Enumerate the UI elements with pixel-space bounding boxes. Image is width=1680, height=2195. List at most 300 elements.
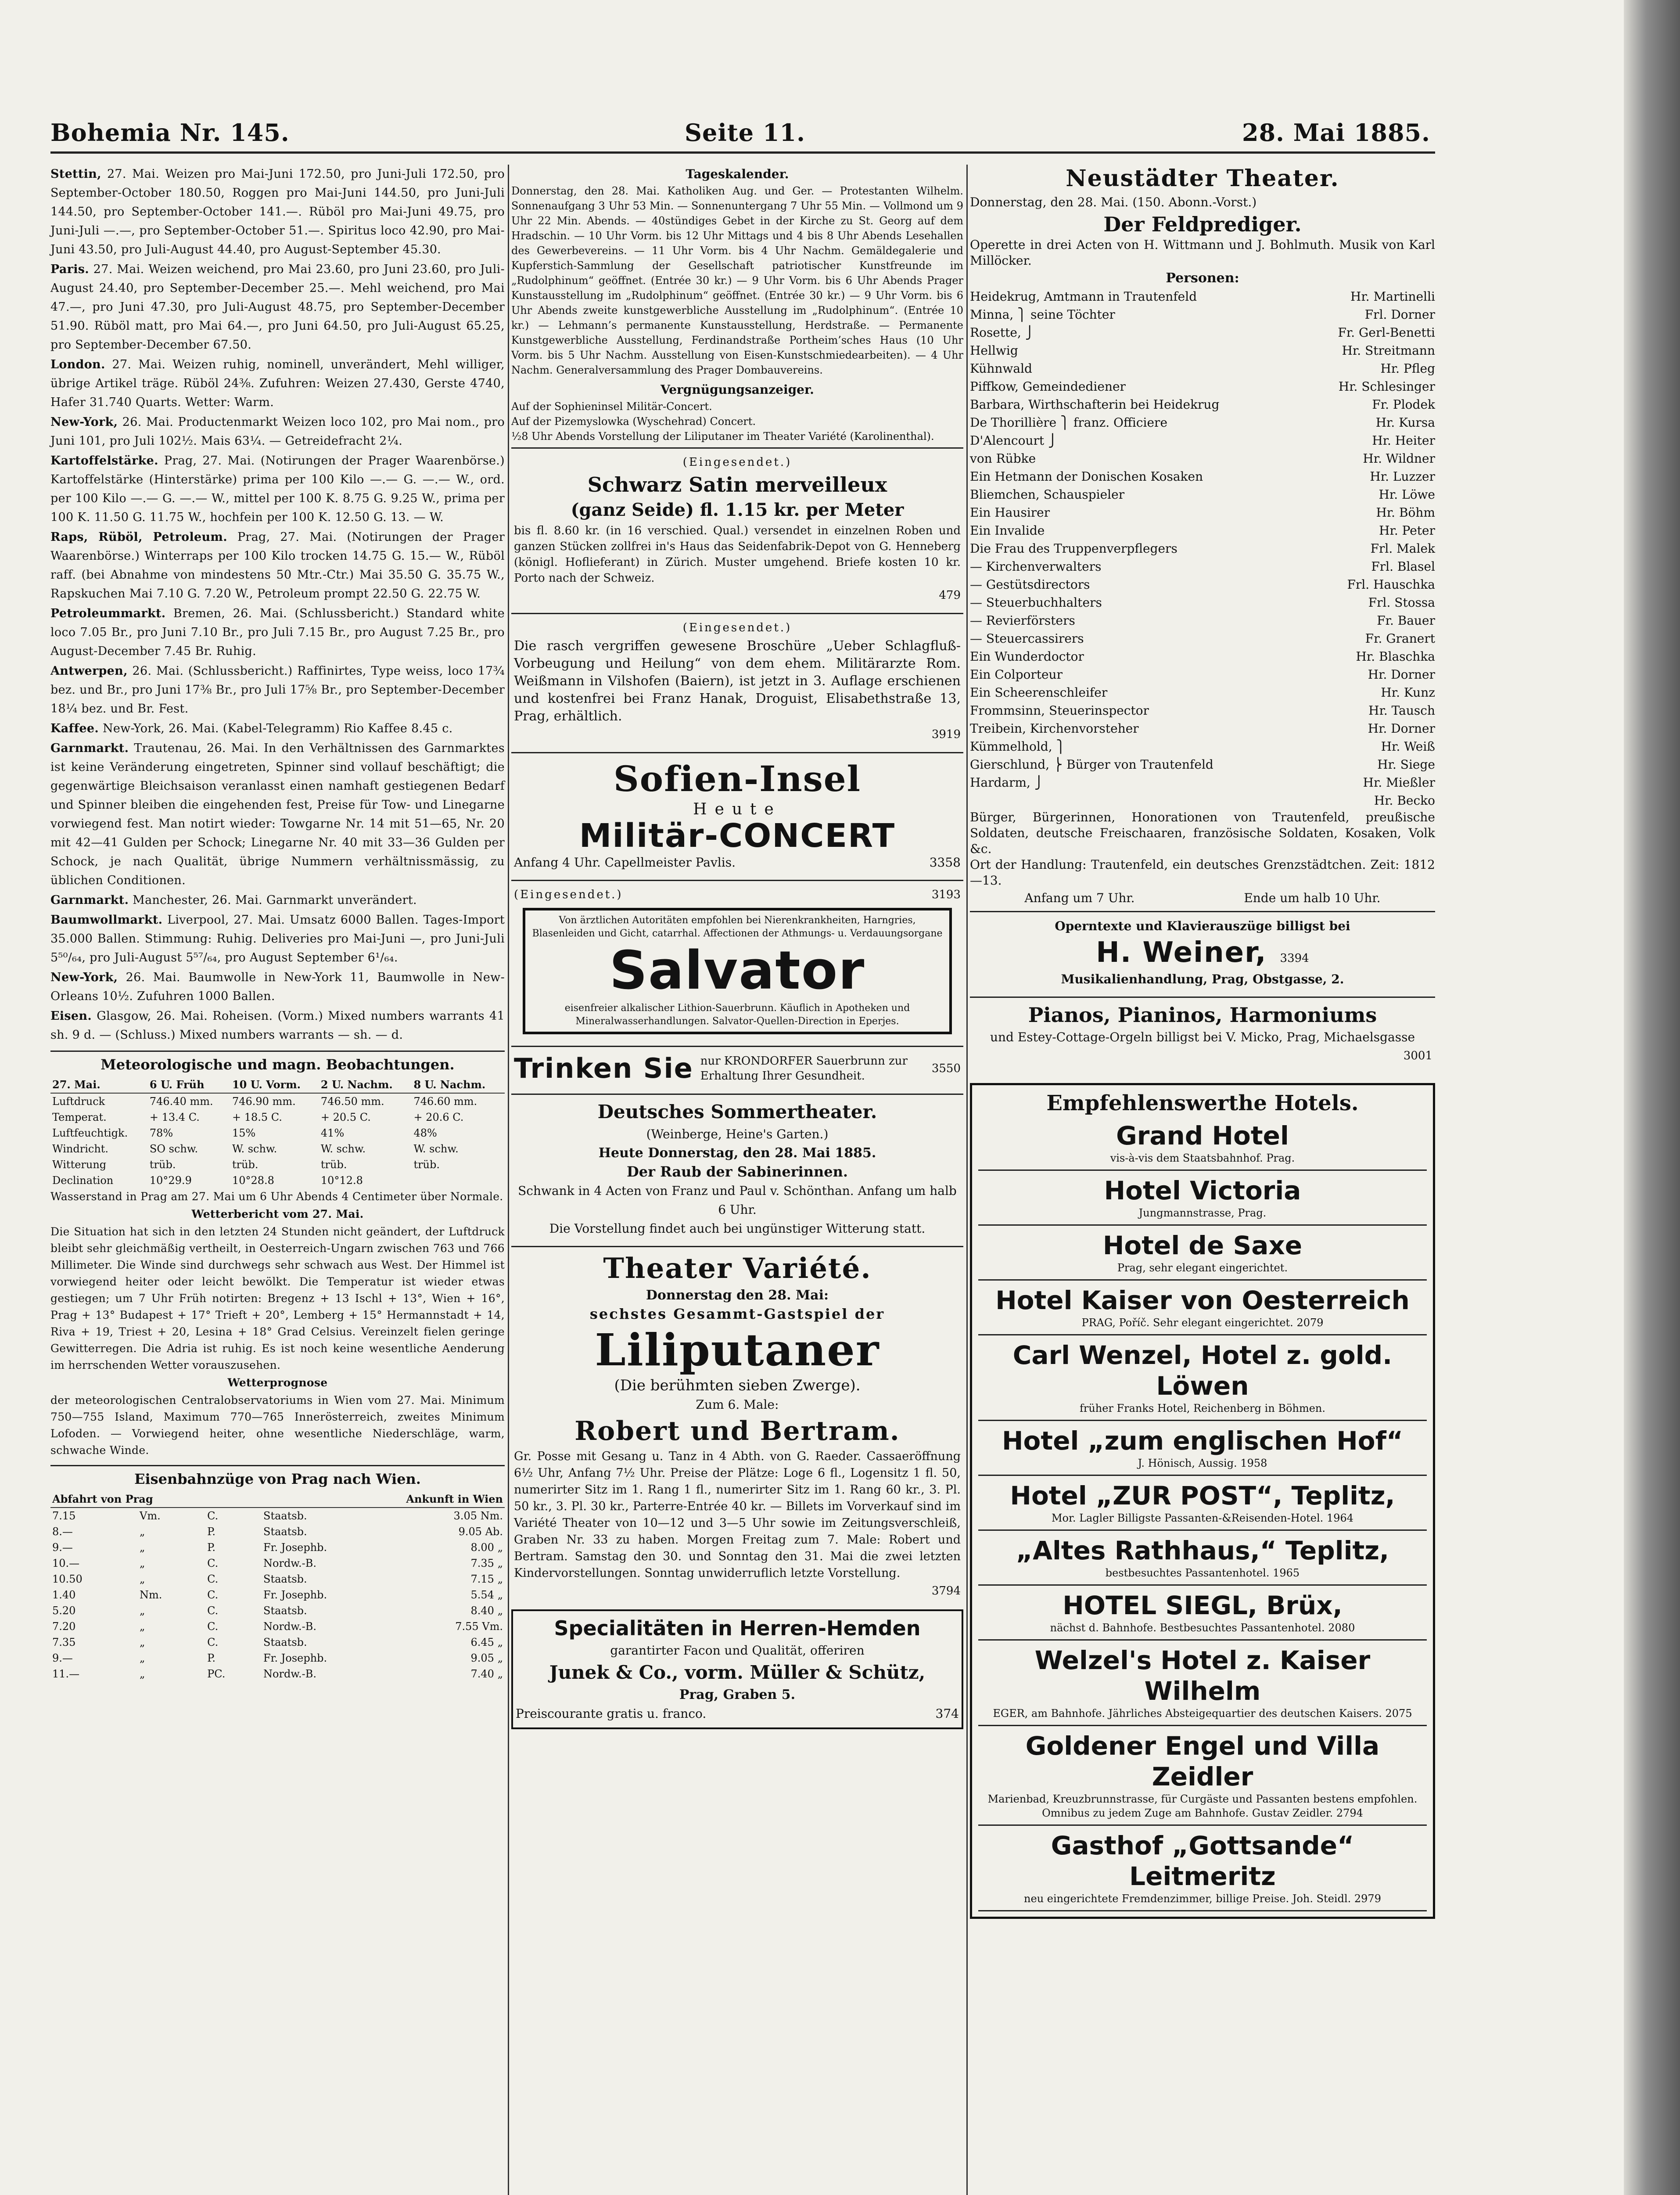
cast-row <box>970 324 1435 342</box>
ad-number: 3193 <box>931 888 961 901</box>
hotel-name: Hotel Victoria <box>1104 1176 1301 1205</box>
cast-role: Gierschlund, ⎬ Bürger von Trautenfeld <box>970 757 1213 772</box>
cast-row <box>970 630 1435 648</box>
hotel-entry <box>978 1171 1427 1226</box>
rail-cell: Nordw.-B. <box>263 1668 316 1680</box>
table-row <box>50 1524 505 1540</box>
ad-tag: (Eingesendet.) <box>682 456 792 469</box>
cast-actor: Hr. Tausch <box>1368 703 1435 718</box>
hotel-address <box>978 1892 1427 1906</box>
hotel-name: Carl Wenzel, Hotel z. gold. Löwen <box>1012 1340 1393 1401</box>
meteo-cell: trüb. <box>413 1159 440 1171</box>
hotel-entry <box>978 1826 1427 1911</box>
hotel-text: vis-à-vis dem Staatsbahnhof. Prag. <box>1110 1152 1295 1164</box>
market-item <box>50 719 505 738</box>
calendar-text: Donnerstag, den 28. Mai. Katholiken Aug. und Ger. — Protestanten Wilhelm. Sonnenaufgang 3 Uhr 53 Min. — Sonnenuntergang 7 Uhr 55 Min. — Vollmond um 9 Uhr 22 Min. Abends. — 40stündiges Gebet in der Kirche zu St. Georg auf dem Hradschin. — 10 Uhr Vorm. bis 12 Uhr Mittags und 4 bis 8 Uhr Abends Lesehallen des Gewerbevereins. — 11 Uhr Vorm. bis 4 Uhr Nachm. Gemäldegalerie und Kupferstich-Sammlung der Gesellschaft patriotischer Kunstfreunde im „Rudolphinum“ geöffnet. (Entrée 30 kr.) — 9 Uhr Vorm. bis 6 Uhr Abends Prager Kunstausstellung im „Rudolphinum“ geöffnet. (Entrée 30 kr.) — 9 Uhr Vorm. bis 6 Uhr Abends zweite kunstgewerbliche Ausstellung im „Rudolphinum“. (Entrée 10 kr.) — Lehmann’s permanente Kunstausstellung, Herdstraße. — Permanente Kunstgewerbliche Ausstellung, Ferdinandstraße Portheim’sches Haus (10 Uhr Vorm. bis 5 Uhr Nachm. Ausstellung von Eisen-Kunstschmiedearbeiten). — 4 Uhr Nachm. Generalversammlung des Prager Dombauvereins. <box>511 185 963 376</box>
hotel-address <box>978 1706 1427 1720</box>
hotel-name: Hotel „zum englischen Hof“ <box>1002 1426 1403 1456</box>
table-row <box>50 1540 505 1555</box>
variete-mal: Zum 6. Male: <box>696 1397 779 1412</box>
market-lead: New-York, <box>50 971 118 984</box>
market-item <box>50 528 505 603</box>
page-edge-shadow <box>1624 0 1680 2195</box>
meteo-cell: 10°28.8 <box>232 1174 274 1187</box>
meteo-cell: Luftdruck <box>52 1095 105 1108</box>
table-row <box>50 1093 505 1109</box>
ad-junek <box>511 1609 963 1729</box>
column-theater-hotels <box>970 165 1435 1919</box>
cast-actor: Hr. Streitmann <box>1342 343 1435 358</box>
market-text: 26. Mai. (Schlussbericht.) Raffinirtes, Type weiss, loco 17¾ bez. und Br., pro Juni 17⅜ Br., pro Juli 17⅝ Br., pro September-December 18¼ bez. und Br. Fest. <box>50 664 505 716</box>
cast-actor: Hr. Martinelli <box>1350 289 1435 304</box>
ad-number: 3550 <box>931 1062 961 1075</box>
market-text: Glasgow, 26. Mai. Roheisen. (Vorm.) Mixed numbers warrants 41 sh. 9 d. — (Schluss.) Mixed numbers warrants — sh. — d. <box>50 1009 505 1042</box>
cast-role: Hardarm, ⎭ <box>970 775 1044 790</box>
market-text: Manchester, 26. Mai. Garnmarkt unverändert. <box>133 893 417 907</box>
market-lead: Paris. <box>50 263 89 276</box>
market-text: Prag, 27. Mai. (Notirungen der Prager Waarenbörse.) Winterraps per 100 Kilo trocken 14.75 G. 15.— W., Rüböl raff. (bei Abnahme von mindestens 50 Mtr.-Ctr.) Mai 35.50 G. 35.75 W., Rapskuchen Mai 7.10 G. 7.20 W., Petroleum prompt 22.50 G. 22.75 W. <box>50 530 505 601</box>
cast-row <box>970 558 1435 576</box>
ad-satin-title: Schwarz Satin merveilleux <box>587 473 887 497</box>
hotel-address <box>978 1456 1427 1470</box>
cast-actor: Frl. Stossa <box>1368 595 1435 610</box>
meteo-table <box>50 1077 505 1188</box>
hotel-text: bestbesuchtes Passantenhotel. <box>1105 1567 1270 1579</box>
rail-cell: „ <box>140 1541 145 1554</box>
hotel-text: Mor. Lagler Billigste Passanten-&Reisenden-Hotel. <box>1051 1512 1324 1524</box>
meteo-header-cell: 6 U. Früh <box>148 1077 230 1093</box>
rail-cell: Staatsb. <box>263 1636 307 1648</box>
cast-row <box>970 540 1435 558</box>
hotel-name: Hotel de Saxe <box>1102 1231 1303 1260</box>
cast-actor: Hr. Böhm <box>1376 505 1435 520</box>
sommertheater-note: Die Vorstellung findet auch bei ungünstiger Witterung statt. <box>549 1221 926 1236</box>
theater-start: Anfang um 7 Uhr. <box>1024 891 1135 905</box>
page-header-center: Seite 11. <box>685 119 805 147</box>
cast-actor: Fr. Plodek <box>1372 397 1435 412</box>
rail-cell: „ <box>140 1652 145 1664</box>
meteo-cell: 10°29.9 <box>149 1174 192 1187</box>
cast-row <box>970 504 1435 522</box>
rail-cell: C. <box>207 1510 219 1522</box>
variete-title: Theater Variété. <box>603 1252 872 1285</box>
weiner-line1: Operntexte und Klavierauszüge billigst bei <box>1055 919 1350 933</box>
ad-number: 2079 <box>1296 1317 1324 1329</box>
market-lead: Antwerpen, <box>50 664 128 678</box>
rail-title: Eisenbahnzüge von Prag nach Wien. <box>50 1465 505 1489</box>
ad-sofien-title: Sofien-Insel <box>613 758 862 799</box>
weather-note: Wasserstand in Prag am 27. Mai um 6 Uhr Abends 4 Centimeter über Normale. <box>50 1190 503 1203</box>
ad-tag: (Eingesendet.) <box>682 621 792 634</box>
cast-role: De Thorillière ⎫ franz. Officiere <box>970 415 1168 430</box>
market-item <box>50 604 505 661</box>
market-item <box>50 165 505 259</box>
rail-cell: C. <box>207 1573 219 1585</box>
weather-note: Die Situation hat sich in den letzten 24 Stunden nicht geändert, der Luftdruck bleibt sehr gleichmäßig vertheilt, in Oesterreich-Ungarn zwischen 763 und 766 Millimeter. Die Winde sind durchwegs sehr schwach aus West. Der Himmel ist vorwiegend heiter oder leicht bewölkt. Die Temperatur ist wieder etwas gestiegen; um 7 Uhr Früh notirten: Bregenz + 13 Ischl + 13°, Wien + 16°, Prag + 13° Budapest + 17° Trieft + 20°, Lemberg + 15° Hermannstadt + 14, Riva + 19, Triest + 20, Lesina + 18° Grad Celsius. Vereinzelt fielen geringe Gewitterregen. Die Adria ist ruhig. Es ist noch keine wesentliche Aenderung im herrschenden Wetter vorauszusehen. <box>50 1225 505 1371</box>
cast-actor: Hr. Pfleg <box>1380 361 1435 376</box>
cast-actor: Fr. Gerl-Benetti <box>1338 325 1435 340</box>
cast-row <box>970 756 1435 774</box>
ad-number: 3001 <box>1403 1049 1432 1062</box>
ad-number: 1958 <box>1240 1457 1267 1469</box>
hotel-name: HOTEL SIEGL, Brüx, <box>1063 1590 1343 1620</box>
hotel-text: PRAG, Poříč. Sehr elegant eingerichtet. <box>1081 1317 1293 1329</box>
cast-row <box>970 522 1435 540</box>
cast-role: Ein Wunderdoctor <box>970 649 1084 664</box>
cast-role: Hellwig <box>970 343 1018 358</box>
rail-cell: P. <box>207 1652 216 1664</box>
rail-cell: 7.15 <box>52 1510 76 1522</box>
junek-text: Preiscourante gratis u. franco. <box>516 1706 707 1721</box>
ad-number: 2794 <box>1336 1807 1363 1819</box>
amusement-list <box>511 399 963 444</box>
market-text: 27. Mai. Weizen pro Mai-Juni 172.50, pro Juni-Juli 172.50, pro September-October 180.50, Roggen pro Mai-Juni 144.50, pro Juni-Juli 144.50, pro September-October 141.—. Rüböl pro Mai-Juni 49.75, pro Juni-Juli —.—, pro September-October 51.—. Spiritus loco 42.90, pro Mai-Juni 43.50, pro Juli-August 44.40, pro August-September 45.30. <box>50 167 505 256</box>
ad-brochure-text: Die rasch vergriffen gewesene Broschüre „Ueber Schlagfluß-Vorbeugung und Heilung“ von dem ehem. Militärarzte Rom. Weißmann in Vilshofen (Baiern), ist jetzt in 3. Auflage erschienen und kostenfrei bei Franz Hanak, Droguist, Elisabethstraße 13, Prag, erhältlich. <box>514 638 961 724</box>
rail-cell: 9.05 „ <box>470 1652 503 1664</box>
market-text: New-York, 26. Mai. (Kabel-Telegramm) Rio Kaffee 8.45 c. <box>102 722 453 735</box>
rail-header-arrival: Ankunft in Wien <box>262 1491 505 1508</box>
meteo-cell: W. schw. <box>232 1143 277 1155</box>
weather-notes <box>50 1188 505 1459</box>
market-lead: London. <box>50 358 105 371</box>
junek-title: Specialitäten in Herren-Hemden <box>554 1616 921 1640</box>
cast-role: von Rübke <box>970 451 1036 466</box>
ad-krondorfer-text: nur KRONDORFER Sauerbrunn zur Erhaltung Ihrer Gesundheit. <box>700 1054 908 1083</box>
meteo-cell: 746.50 mm. <box>320 1095 384 1108</box>
weiner-name: H. Weiner, <box>1096 936 1267 969</box>
hotels-title: Empfehlenswerthe Hotels. <box>1046 1091 1359 1115</box>
rail-cell: 5.54 „ <box>470 1589 503 1601</box>
junek-addr: Prag, Graben 5. <box>679 1687 796 1702</box>
rail-cell: C. <box>207 1605 219 1617</box>
meteo-header-cell: 2 U. Nachm. <box>319 1077 412 1093</box>
ad-number: 2075 <box>1385 1707 1412 1720</box>
cast-row <box>970 360 1435 378</box>
rail-cell: „ <box>140 1605 145 1617</box>
table-row <box>50 1571 505 1587</box>
table-row <box>50 1125 505 1141</box>
cast-actor: Frl. Malek <box>1370 541 1435 556</box>
meteo-title: Meteorologische und magn. Beobachtungen. <box>50 1051 505 1074</box>
hotel-entry <box>978 1531 1427 1586</box>
variete-text: Gr. Posse mit Gesang u. Tanz in 4 Abth. von G. Raeder. Cassaeröffnung 6½ Uhr, Anfang 7½ Uhr. Preise der Plätze: Loge 6 fl., Logensitz 1 fl. 50, numerirter Sitz im 1. Rang 1 fl., numerirter Sitz im 1. Rang 60 kr., 3. Pl. 50 kr., 3. Pl. 30 kr., Parterre-Entrée 40 kr. — Billets im Vorverkauf sind im Variété Theater von 10—12 und 3—5 Uhr sowie im Zeitungsverschleiß, Graben Nr. 33 zu haben. Morgen Freitag zum 7. Male: Robert und Bertram. Samstag den 30. und Sonntag den 31. Mai die zwei letzten Kindervorstellungen. Sonntag unwiderruflich letzte Vorstellung. <box>514 1450 961 1580</box>
sommertheater-sub: (Weinberge, Heine's Garten.) <box>646 1127 829 1141</box>
hotel-address <box>978 1566 1427 1580</box>
rail-cell: Fr. Josephb. <box>263 1589 327 1601</box>
hotel-entry <box>978 1421 1427 1476</box>
market-text: Prag, 27. Mai. (Notirungen der Prager Waarenbörse.) Kartoffelstärke (Hinterstärke) prima per 100 Kilo —.— G. —.— W., ord. per 100 Kilo —.— G. —.— W., mittel per 100 K. 8.75 G. 9.25 W., prima per 100 K. 11.50 G. 11.75 W., hochfein per 100 K. 12.50 G. 13. — W. <box>50 454 505 524</box>
market-lead: Garnmarkt. <box>50 893 129 907</box>
hotel-name: Goldener Engel und Villa Zeidler <box>1025 1731 1380 1792</box>
ad-krondorfer-trink: Trinken Sie <box>514 1052 693 1084</box>
rail-cell: „ <box>140 1573 145 1585</box>
salvator-bottom: eisenfreier alkalischer Lithion-Sauerbrunn. Käuflich in Apotheken und Mineralwasserhandlungen. Salvator-Quellen-Direction in Eperjes. <box>564 1003 910 1027</box>
meteo-cell: 41% <box>320 1127 345 1139</box>
meteo-cell <box>412 1173 505 1188</box>
rail-cell: 10.— <box>52 1557 80 1569</box>
rail-cell: „ <box>140 1620 145 1633</box>
weather-note: Wetterbericht vom 27. Mai. <box>191 1208 364 1220</box>
weather-note: der meteorologischen Centralobservatoriums in Wien vom 27. Mai. Minimum 750—755 Island, Maximum 770—765 Innerösterreich, zweites Minimum Lofoden. — Vorwiegend heiter, ohne wesentliche Niederschläge, warm, schwache Winde. <box>50 1394 505 1457</box>
meteo-cell: SO schw. <box>149 1143 198 1155</box>
cast-role: Ein Hetmann der Donischen Kosaken <box>970 469 1203 484</box>
meteo-cell: 15% <box>232 1127 256 1139</box>
rail-cell: Staatsb. <box>263 1510 307 1522</box>
cast-row <box>970 594 1435 612</box>
pianos-text: und Estey-Cottage-Orgeln billigst bei V. Micko, Prag, Michaelsgasse <box>990 1030 1415 1044</box>
rail-cell: Staatsb. <box>263 1573 307 1585</box>
cast-role: — Kirchenverwalters <box>970 559 1102 574</box>
hotel-address <box>978 1261 1427 1275</box>
hotel-entry <box>978 1226 1427 1281</box>
cast-row <box>970 792 1435 810</box>
cast-role: Rosette, ⎭ <box>970 325 1034 340</box>
market-text: 26. Mai. Productenmarkt Weizen loco 102, pro Mai nom., pro Juni 101, pro Juli 102½. Mais 63¼. — Getreidefracht 2¼. <box>50 415 505 448</box>
rail-cell: 7.15 „ <box>470 1573 503 1585</box>
table-row <box>50 1603 505 1619</box>
ad-krondorfer <box>511 1046 963 1090</box>
hotel-text: J. Hönisch, Aussig. <box>1138 1457 1237 1469</box>
market-item <box>50 260 505 354</box>
rail-body <box>50 1508 505 1682</box>
market-text: Liverpool, 27. Mai. Umsatz 6000 Ballen. Tages-Import 35.000 Ballen. Stimmung: Ruhig. Deliveries pro Mai-Juni —, pro Juni-Juli 5⁵⁰/₆₄, pro Juli-August 5⁵⁷/₆₄, pro August September 6¹/₆₄. <box>50 913 505 964</box>
cast-actor: Fr. Bauer <box>1377 613 1435 628</box>
cast-row <box>970 684 1435 702</box>
cast-row <box>970 468 1435 486</box>
weather-note: Wetterprognose <box>227 1376 328 1389</box>
cast-actor: Hr. Löwe <box>1378 487 1435 502</box>
cast-actor: Hr. Luzzer <box>1370 469 1435 484</box>
rail-cell: C. <box>207 1636 219 1648</box>
table-row <box>50 1587 505 1603</box>
cast-actor: Hr. Siege <box>1377 757 1435 772</box>
rail-cell: „ <box>140 1636 145 1648</box>
cast-role: Treibein, Kirchenvorsteher <box>970 721 1139 736</box>
ad-sofien-text: Anfang 4 Uhr. Capellmeister Pavlis. <box>514 855 736 870</box>
ad-number: 479 <box>939 589 961 602</box>
meteo-cell: + 20.5 C. <box>320 1111 371 1123</box>
hotel-name: Grand Hotel <box>1116 1121 1289 1151</box>
rail-cell: „ <box>140 1668 145 1680</box>
rail-cell: Nordw.-B. <box>263 1557 316 1569</box>
market-lead: New-York, <box>50 415 118 429</box>
rail-cell: Staatsb. <box>263 1526 307 1538</box>
cast-actor: Hr. Heiter <box>1372 433 1435 448</box>
cast-list <box>970 288 1435 810</box>
cast-role: Ein Hausirer <box>970 505 1050 520</box>
rail-cell: C. <box>207 1620 219 1633</box>
market-text: Trautenau, 26. Mai. In den Verhältnissen des Garnmarktes ist keine Veränderung eingetreten, Spinner sind vollauf beschäftigt; die gegenwärtige Bleichsaison veranlasst einen namhaft gestiegenen Bedarf und Spinner bleiben die eingehenden fest, Preise für Tow- und Linegarne vorwiegend fest. Man notirt wieder: Towgarne Nr. 14 mit 51—65, Nr. 20 mit 42—41 Gulden per Schock; Linegarne Nr. 40 mit 33—36 Gulden per Schock, je nach Qualität, übrige Nummern verhältnissmässig, zu üblichen Conditionen. <box>50 741 505 887</box>
cast-row <box>970 342 1435 360</box>
meteo-cell: 10°12.8 <box>320 1174 363 1187</box>
header-rule <box>50 151 1435 154</box>
cast-role: Ein Scheerenschleifer <box>970 685 1108 700</box>
column-announcements <box>511 165 963 1729</box>
cast-actor: Hr. Dorner <box>1368 667 1435 682</box>
cast-row <box>970 306 1435 324</box>
cast-row <box>970 612 1435 630</box>
rail-cell: „ <box>140 1526 145 1538</box>
market-item <box>50 910 505 967</box>
cast-role: Barbara, Wirthschafterin bei Heidekrug <box>970 397 1220 412</box>
cast-actor: Frl. Hauschka <box>1347 577 1435 592</box>
theater-title: Neustädter Theater. <box>1066 165 1339 192</box>
meteo-cell: + 18.5 C. <box>232 1111 282 1123</box>
meteo-cell: W. schw. <box>413 1143 459 1155</box>
rail-cell: C. <box>207 1589 219 1601</box>
hotel-name: „Altes Rathhaus,“ Teplitz, <box>1016 1536 1389 1565</box>
meteo-cell: 48% <box>413 1127 437 1139</box>
ad-salvator <box>511 880 963 1042</box>
amusement-item: Auf der Sophieninsel Militär-Concert. <box>511 400 712 413</box>
hotel-address <box>978 1206 1427 1220</box>
ad-number: 2979 <box>1354 1893 1381 1905</box>
rail-cell: 6.45 „ <box>470 1636 503 1648</box>
table-row <box>50 1508 505 1524</box>
ad-sofien-concert: Militär-CONCERT <box>579 817 896 855</box>
junek-firm: Junek & Co., vorm. Müller & Schütz, <box>549 1662 926 1683</box>
rail-cell: PC. <box>207 1668 226 1680</box>
cast-role: Kühnwald <box>970 361 1032 376</box>
rail-cell: 7.20 <box>52 1620 76 1633</box>
cast-role: Die Frau des Truppenverpflegers <box>970 541 1177 556</box>
hotel-text: Prag, sehr elegant eingerichtet. <box>1117 1262 1288 1274</box>
cast-row <box>970 648 1435 666</box>
weiner-line2: Musikalienhandlung, Prag, Obstgasse, 2. <box>1061 972 1344 986</box>
ad-number: 3394 <box>1280 952 1309 965</box>
calendar-title: Tageskalender. <box>686 167 789 181</box>
meteo-header-cell: 10 U. Vorm. <box>230 1077 319 1093</box>
market-item <box>50 1007 505 1044</box>
hotel-entry <box>978 1116 1427 1171</box>
cast-role: Ein Invalide <box>970 523 1045 538</box>
rail-cell: 8.40 „ <box>470 1605 503 1617</box>
market-lead: Raps, Rüböl, Petroleum. <box>50 530 227 544</box>
cast-row <box>970 576 1435 594</box>
market-text: 26. Mai. Baumwolle in New-York 11, Baumwolle in New-Orleans 10½. Zufuhren 1000 Ballen. <box>50 971 505 1003</box>
hotel-address <box>978 1511 1427 1525</box>
variete-play: Robert und Bertram. <box>574 1416 900 1447</box>
rail-cell: Vm. <box>140 1510 161 1522</box>
meteo-cell: Luftfeuchtigk. <box>52 1127 128 1139</box>
cast-row <box>970 432 1435 450</box>
sommertheater-text: Schwank in 4 Acten von Franz und Paul v. Schönthan. Anfang um halb 6 Uhr. <box>518 1184 957 1217</box>
market-lead: Petroleummarkt. <box>50 607 166 620</box>
column-markets <box>50 165 505 1682</box>
cast-role: — Steuercassirers <box>970 631 1084 646</box>
market-lead: Kartoffelstärke. <box>50 454 158 468</box>
cast-role: Ein Colporteur <box>970 667 1063 682</box>
cast-row <box>970 720 1435 738</box>
rail-cell: „ <box>140 1557 145 1569</box>
market-item <box>50 662 505 718</box>
variete-date: Donnerstag den 28. Mai: <box>646 1288 829 1303</box>
cast-role: Bliemchen, Schauspieler <box>970 487 1125 502</box>
table-row <box>50 1666 505 1682</box>
hotel-name: Hotel „ZUR POST“, Teplitz, <box>1010 1481 1395 1511</box>
market-item <box>50 451 505 527</box>
table-row <box>50 1157 505 1173</box>
ad-number: 3794 <box>931 1584 961 1598</box>
rail-cell: P. <box>207 1526 216 1538</box>
market-item <box>50 968 505 1006</box>
rail-cell: 7.35 <box>52 1636 76 1648</box>
hotel-entry <box>978 1586 1427 1641</box>
theater-personen: Personen: <box>1166 270 1239 286</box>
cast-actor: Frl. Dorner <box>1364 307 1435 322</box>
meteo-header-cell: 27. Mai. <box>50 1077 148 1093</box>
meteo-cell: 746.40 mm. <box>149 1095 213 1108</box>
cast-actor: Hr. Becko <box>1374 793 1435 808</box>
hotel-text: nächst d. Bahnhofe. Bestbesuchtes Passantenhotel. <box>1050 1622 1325 1634</box>
market-lead: Kaffee. <box>50 722 99 735</box>
rail-cell: 9.— <box>52 1652 73 1664</box>
salvator-box <box>523 908 952 1034</box>
hotel-list <box>978 1116 1427 1911</box>
ad-pianos <box>970 997 1435 1070</box>
ad-number: 1964 <box>1326 1512 1354 1524</box>
column-rule <box>966 165 968 2195</box>
table-row <box>50 1141 505 1157</box>
cast-row <box>970 486 1435 504</box>
cast-role: D'Alencourt ⎭ <box>970 433 1058 448</box>
cast-row <box>970 666 1435 684</box>
amusement-item: Auf der Pizemyslowka (Wyschehrad) Concert. <box>511 415 756 428</box>
rail-cell: 8.— <box>52 1526 73 1538</box>
junek-sub: garantirter Facon und Qualität, offeriren <box>610 1643 865 1658</box>
rail-cell: 7.35 „ <box>470 1557 503 1569</box>
hotels-box <box>970 1083 1435 1919</box>
rail-cell: Fr. Josephb. <box>263 1541 327 1554</box>
meteo-cell: Witterung <box>52 1159 107 1171</box>
hotel-entry <box>978 1281 1427 1335</box>
table-row <box>50 1650 505 1666</box>
rail-cell: 3.05 Nm. <box>453 1510 503 1522</box>
cast-role: Kümmelhold, ⎫ <box>970 739 1066 754</box>
theater-tail: Bürger, Bürgerinnen, Honorationen von Trautenfeld, preußische Soldaten, deutsche Freischaaren, französische Soldaten, Kosaken, Volk &c. <box>970 810 1435 856</box>
ad-number: 2080 <box>1328 1622 1355 1634</box>
cast-actor: Hr. Kursa <box>1375 415 1435 430</box>
market-item <box>50 739 505 890</box>
ad-sofien-insel <box>511 752 963 876</box>
theater-date: Donnerstag, den 28. Mai. (150. Abonn.-Vorst.) <box>970 195 1257 209</box>
table-row <box>50 1634 505 1650</box>
rail-cell: C. <box>207 1557 219 1569</box>
cast-role: Frommsinn, Steuerinspector <box>970 703 1149 718</box>
market-item <box>50 413 505 450</box>
amusement-item: ½8 Uhr Abends Vorstellung der Liliputaner im Theater Variété (Karolinenthal). <box>511 430 934 443</box>
hotel-text: EGER, am Bahnhofe. Jährliches Absteigequartier des deutschen Kaisers. <box>993 1707 1382 1720</box>
meteo-cell: W. schw. <box>320 1143 366 1155</box>
market-item <box>50 355 505 412</box>
salvator-top: Von ärztlichen Autoritäten empfohlen bei Nierenkrankheiten, Harngries, Blasenleiden und Gicht, catarrhal. Affectionen der Athmungs- u. Verdauungsorgane <box>532 915 943 939</box>
ad-satin-text: bis fl. 8.60 kr. (in 16 verschied. Qual.) versendet in einzelnen Roben und ganzen Stücken zollfrei in's Haus das Seidenfabrik-Depot von G. Henneberg (königl. Hoflieferant) in Zürich. Muster umgehend. Briefe kosten 10 kr. Porto nach der Schweiz. <box>514 524 961 585</box>
hotel-name: Gasthof „Gottsande“ Leitmeritz <box>1051 1831 1354 1891</box>
market-text: 27. Mai. Weizen weichend, pro Mai 23.60, pro Juni 23.60, pro Juli-August 24.40, pro September-December 25.—. Mehl weichend, pro Mai 47.—, pro Juni 47.30, pro Juli-August 48.75, pro September-December 51.90. Rüböl matt, pro Mai 64.—, pro Juni 64.50, pro Juli-August 65.25, pro September-December 67.50. <box>50 263 505 352</box>
amusement-title: Vergnügungsanzeiger. <box>661 382 814 397</box>
cast-actor: Hr. Blaschka <box>1356 649 1435 664</box>
sommertheater-date: Heute Donnerstag, den 28. Mai 1885. <box>598 1145 876 1161</box>
table-row <box>50 1109 505 1125</box>
cast-actor: Frl. Blasel <box>1371 559 1435 574</box>
ad-satin-price: (ganz Seide) fl. 1.15 kr. per Meter <box>571 500 904 520</box>
market-text: 27. Mai. Weizen ruhig, nominell, unverändert, Mehl williger, übrige Artikel träge. Rüböl 24⅜. Zufuhren: Weizen 27.430, Gerste 4740, Hafer 31.740 Quarts. Wetter: Warm. <box>50 358 505 409</box>
market-reports <box>50 165 505 1044</box>
sommertheater-title: Deutsches Sommertheater. <box>597 1101 877 1123</box>
sommertheater-play: Der Raub der Sabinerinnen. <box>627 1163 848 1180</box>
rail-cell: Nm. <box>140 1589 162 1601</box>
market-item <box>50 891 505 910</box>
